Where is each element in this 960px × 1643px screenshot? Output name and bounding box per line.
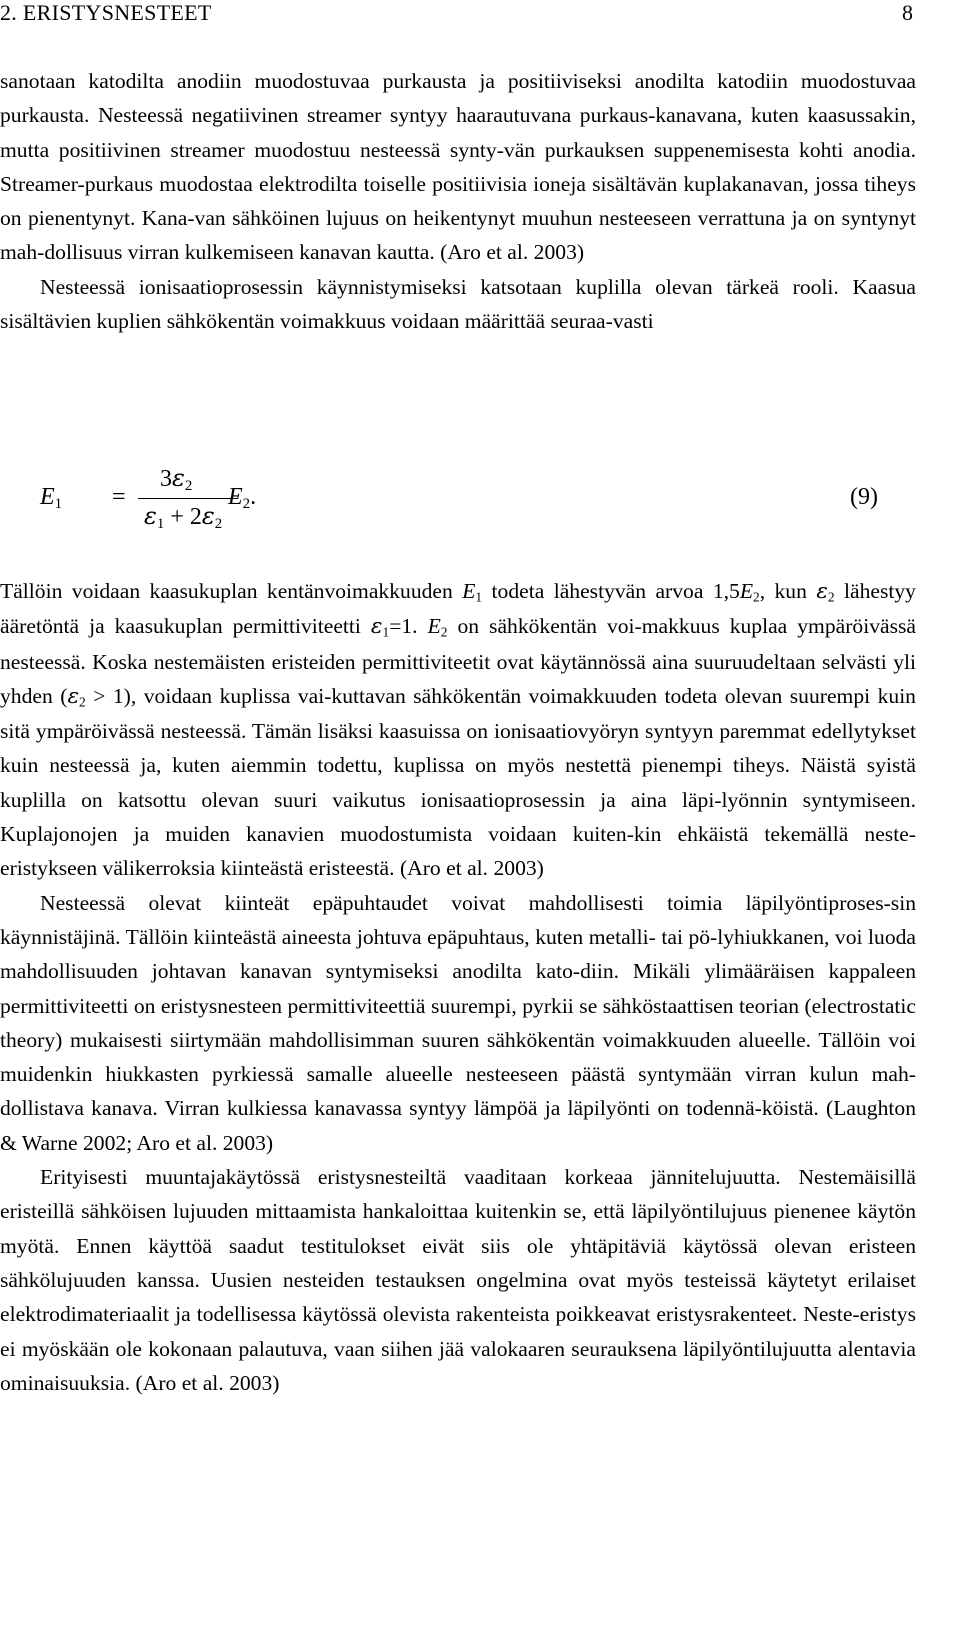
fraction-line [138,498,238,499]
page-header [0,0,960,26]
equation-rhs: $E_2$. [228,484,257,513]
paragraph-streamer: sanotaan katodilta anodiin muodostuvaa purkausta ja positiiviseksi anodilta katodiin muodostuvaa purkausta. Nesteessä negatiivinen streamer syntyy haarautuvana purkaus-kanavana, kuten kaasussakin, mutta positiivinen streamer muodostuu nesteessä synty-vän purkauksen suppenemisesta kohti anodia. Streamer-purkaus muodostaa elektrodilta toiselle positiivisia ioneja sisältävän kuplakanavan, jossa tiheys on pienentynyt. Kana-van sähköinen lujuus on heikentynyt muuhun nesteeseen verrattuna ja on syntynyt mah-dollisuus virran kulkemiseen kanavan kautta. (Aro et al. 2003) [0,69,916,265]
equation-lhs: $E_1$ [40,484,63,513]
equation-denominator: $\varepsilon_1 + 2\varepsilon_2$ [144,502,223,533]
text-block-bottom [0,574,916,1400]
paragraph-bubbles: Nesteessä ionisaatioprosessin käynnistymiseksi katsotaan kuplilla olevan tärkeä rooli. Kaasua sisältävien kuplien sähkökentän voimakkuus voidaan määrittää seuraa-vasti [0,274,916,334]
equation-number: (9) [850,484,878,510]
equation-9 [0,462,960,542]
page-number: 8 [902,0,913,25]
paragraph-impurities: Nesteessä olevat kiinteät epäpuhtaudet voivat mahdollisesti toimia läpilyöntiproses-sin käynnistäjinä. Tällöin kiinteästä aineesta johtuva epäpuhtaus, kuten metalli- tai pö-lyhiukkanen, voi luoda mahdollisuuden johtavan kanavan syntymiseksi anodilta kato-diin. Mikäli ylimääräisen kappaleen permittiviteetti on eristysnesteen permittiviteettiä suurempi, pyrkii se sähköstaattisen teorian (electrostatic theory) mukaisesti siirtymään mahdollisimman suuren sähkökentän voimakkuuden alueelle. Tällöin voi muidenkin hiukkasten pyrkiessä samalle alueelle nesteeseen päästä syntymään virran kulun mah-dollistava kanava. Virran kulkiessa kanavassa syntyy lämpöä ja läpilyönti on todennä-köistä. (Laughton & Warne 2002; Aro et al. 2003) [0,890,916,1155]
paragraph-bubble-field: Tällöin voidaan kaasukuplan kentänvoimakkuuden $E_1$ todeta lähestyvän arvoa $1,5E_2$, kun $\varepsilon_2$ lähestyy ääretöntä ja kaasukuplan permittiviteetti $\varepsilon_1=1$. $E_2$ on sähkökentän voi-makkuus kuplaa ympäröivässä nesteessä. Koska nestemäisten eristeiden permittiviteetit ovat käytännössä aina suuruudeltaan selvästi yli yhden $(\varepsilon_2 > 1)$, voidaan kuplissa vai-kuttavan sähkökentän voimakkuuden todeta olevan suurempi kuin sitä ympäröivässä nesteessä. Tämän lisäksi kaasuissa on ionisaatiovyöryn syntyyn paremmat edellytykset kuin nesteessä ja, kuten aiemmin todettu, kuplissa on myös nestettä pienempi tiheys. Näistä syistä kuplilla on katsottu olevan suuri vaikutus ionisaatioprosessin ja aina läpi-lyönnin syntymiseen. Kuplajonojen ja muiden kanavien muodostumista voidaan kuiten-kin ehkäistä tekemällä neste-eristykseen välikerroksia kiinteästä eristeestä. (Aro et al. 2003) [0,579,916,881]
chapter-title: 2. ERISTYSNESTEET [0,0,212,25]
equation-equals: = [112,484,126,510]
paragraph-transformer: Erityisesti muuntajakäytössä eristysnesteiltä vaaditaan korkeaa jännitelujuutta. Nestemäisillä eristeillä sähköisen lujuuden mittaamista hankaloittaa kuitenkin se, että läpilyöntilujuus pienenee käytön myötä. Ennen käyttöä saadut testitulokset eivät siis ole yhtäpitäviä käytössä olevan eristeen sähkölujuuden kanssa. Uusien nesteiden testauksen ongelmina ovat myös testeissä käytetyt erilaiset elektrodimateriaalit ja todellisessa käytössä olevista rakenteista poikkeavat eristysrakenteet. Neste-eristys ei myöskään ole kokonaan palautuva, vaan siihen jää valokaaren seurauksena läpilyöntilujuutta alentavia ominaisuuksia. (Aro et al. 2003) [0,1165,916,1395]
equation-numerator: $3\varepsilon_2$ [160,464,193,495]
text-block-top [0,64,916,338]
